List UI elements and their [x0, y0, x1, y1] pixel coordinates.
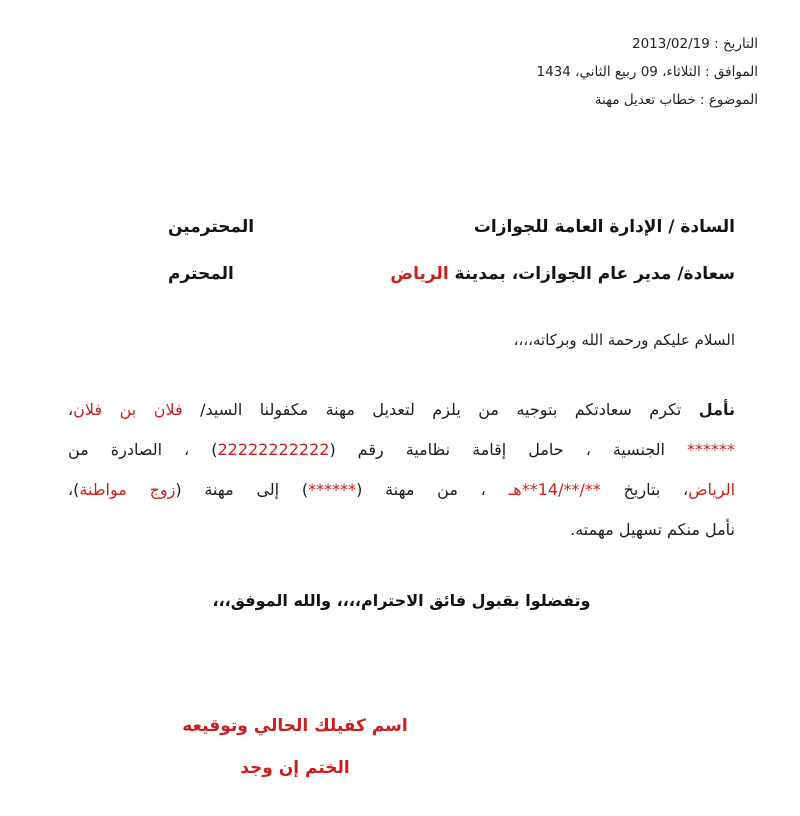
text-segment: تكرم سعادتكم بتوجيه من يلزم لتعديل مهنة مكفولنا السيد/	[182, 400, 699, 419]
signature-name-line: اسم كفيلك الحالي وتوقيعه	[182, 716, 408, 736]
honorific-singular: المحترم	[168, 264, 234, 284]
text-segment: ) ، الصادرة من	[68, 440, 218, 459]
subject-label: الموضوع :	[700, 92, 758, 108]
body-line-3	[68, 470, 735, 510]
addressee-org: السادة / الإدارة العامة للجوازات	[473, 217, 735, 237]
text-segment: ، بتاريخ	[600, 480, 689, 499]
issuing-city: الرياض	[688, 480, 736, 499]
subject-value: خطاب تعديل مهنة	[594, 92, 696, 108]
letter-meta-header	[91, 30, 758, 114]
text-segment: ) إلى مهنة (	[175, 480, 309, 499]
city-name: الرياض	[390, 264, 449, 284]
hijri-value: الثلاثاء، 09 ربيع الثاني، 1434	[536, 64, 701, 80]
issue-date-masked: **/**/14**هـ	[508, 480, 601, 499]
signature-block	[65, 705, 525, 789]
request-verb: نأمل	[698, 400, 735, 419]
honorific-plural: المحترمين	[168, 217, 255, 237]
hijri-label: الموافق :	[705, 64, 758, 80]
nationality-masked: ******	[687, 440, 736, 459]
text-segment: ، من مهنة (	[356, 480, 509, 499]
closing-line: وتفضلوا بقبول فائق الاحترام،،،، والله الموفق،،،	[212, 591, 591, 610]
addressee-director: سعادة/ مدير عام الجوازات، بمدينة الرياض	[390, 264, 735, 284]
addressee-row-1	[68, 204, 735, 251]
text-segment: الجنسية ، حامل إقامة نظامية رقم (	[329, 440, 688, 459]
date-value: 2013/02/19	[632, 36, 710, 52]
salutation-line: السلام عليكم ورحمة الله وبركاته،،،،	[513, 331, 735, 349]
body-paragraph	[68, 390, 735, 550]
signature-stamp-line: الختم إن وجد	[240, 758, 350, 778]
text-segment: ،	[68, 400, 74, 419]
text-segment: )،	[68, 480, 80, 499]
new-profession: زوج مواطنة	[79, 480, 176, 499]
meta-row-subject	[91, 86, 758, 114]
body-line-4: نأمل منكم تسهيل مهمته.	[570, 520, 735, 539]
sponsored-person-name: فلان بن فلان	[73, 400, 183, 419]
meta-row-hijri	[91, 58, 758, 86]
date-label: التاريخ :	[714, 36, 758, 52]
meta-row-date	[91, 30, 758, 58]
addressee-row-2	[68, 251, 735, 298]
old-profession-masked: ******	[308, 480, 357, 499]
body-line-2	[68, 430, 735, 470]
body-line-1	[68, 390, 735, 430]
addressee-block	[68, 204, 735, 298]
iqama-number: 22222222222	[217, 440, 330, 459]
